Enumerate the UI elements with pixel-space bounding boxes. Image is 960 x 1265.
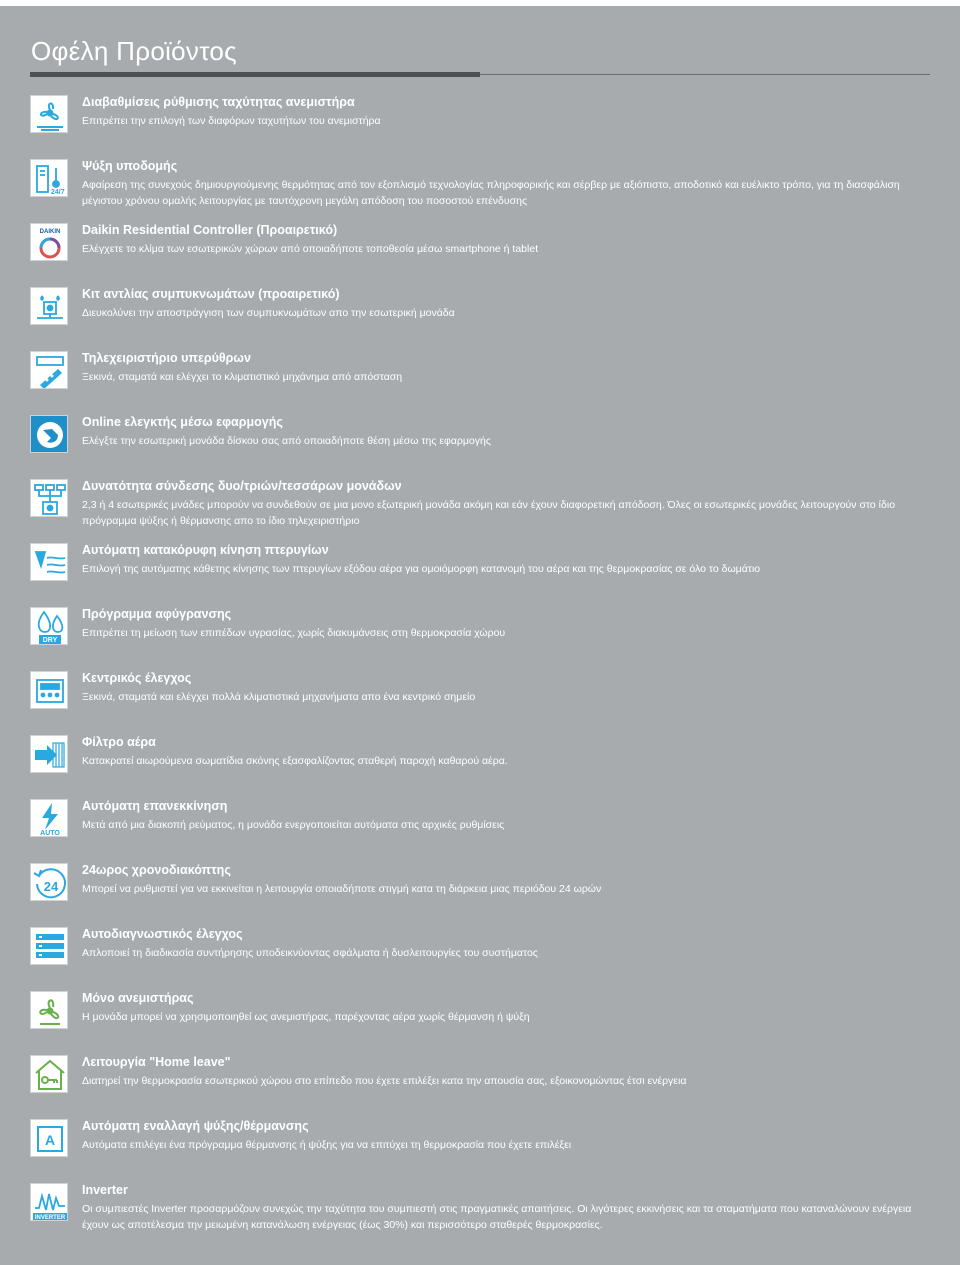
- benefit-title: Daikin Residential Controller (Προαιρετικό): [82, 223, 338, 237]
- dry-label: DRY: [42, 637, 58, 644]
- benefit-description: Διατηρεί την θερμοκρασία εσωτερικού χώρου στο επίπεδο που έχετε επιλέξει κατα την απουσία σας, εξοικονομώντας έτσι ενέργεια: [82, 1075, 687, 1087]
- benefit-title: Λειτουργία "Home leave": [82, 1055, 231, 1069]
- auto-restart-icon: [30, 799, 68, 837]
- auto-changeover-label: A: [44, 1132, 56, 1148]
- benefit-description: Αυτόματα επιλέγει ένα πρόγραμμα θέρμανσης ή ψύξης για να επιτύχει τη θερμοκρασία που έχετε επιλέξει: [82, 1139, 572, 1151]
- home-leave-icon: [30, 1055, 68, 1093]
- benefit-description: Ξεκινά, σταματά και ελέγχει πολλά κλιματιστικά μηχανήματα απο ένα κεντρικό σημείο: [82, 691, 476, 703]
- central-control-icon: [30, 671, 68, 709]
- timer-24h-icon: [30, 863, 68, 901]
- benefit-description: Κατακρατεί αιωρούμενα σωματίδια σκόνης εξασφαλίζοντας σταθερή παροχή καθαρού αέρα.: [82, 755, 508, 767]
- divider-thick-line: [30, 72, 480, 77]
- benefit-description: Απλοποιεί τη διαδικασία συντήρησης υποδεικνύοντας σφάλματα ή δυσλειτουργίες του συστήματος: [82, 947, 538, 959]
- online-controller-icon: [30, 415, 68, 453]
- svg-text:24/7: 24/7: [51, 189, 65, 196]
- benefit-description: Επιλογή της αυτόματης κάθετης κίνησης των πτερυγίων εξόδου αέρα για ομοιόμορφη κατανομή του αέρα και της θερμοκρασίας σε όλο το δωμάτιο: [82, 563, 761, 575]
- page-title: Οφέλη Προϊόντος: [31, 36, 238, 66]
- benefit-title: Κεντρικός έλεγχος: [82, 671, 192, 685]
- benefit-title: Μόνο ανεμιστήρας: [82, 991, 194, 1005]
- benefit-description: Επιτρέπει τη μείωση των επιπέδων υγρασίας, χωρίς διακυμάνσεις στη θερμοκρασία χώρου: [82, 627, 506, 639]
- benefit-title: Ψύξη υποδομής: [82, 159, 178, 173]
- infrastructure-cooling-icon: [30, 159, 68, 197]
- auto-label: AUTO: [40, 830, 60, 837]
- benefit-title: Αυτόματη επανεκκίνηση: [82, 799, 228, 813]
- fan-speed-icon: [30, 95, 68, 133]
- infrared-remote-icon: [30, 351, 68, 389]
- benefit-description: Ελέγξτε την εσωτερική μονάδα δίσκου σας από οποιαδήποτε θέση μέσω της εφαρμογής: [82, 435, 491, 447]
- title-divider: [30, 72, 930, 77]
- benefit-title: Δυνατότητα σύνδεσης δυο/τριών/τεσσάρων μονάδων: [82, 479, 402, 493]
- benefit-title: Αυτοδιαγνωστικός έλεγχος: [82, 927, 243, 941]
- drain-pump-icon: [30, 287, 68, 325]
- inverter-label: INVERTER: [34, 1215, 66, 1221]
- benefit-title: Τηλεχειριστήριο υπερύθρων: [82, 351, 251, 365]
- timer-label: 24: [43, 879, 59, 894]
- benefit-title: Διαβαθμίσεις ρύθμισης ταχύτητας ανεμιστήρα: [82, 95, 355, 109]
- benefit-description: Μπορεί να ρυθμιστεί για να εκκινείται η λειτουργία οποιαδήποτε στιγμή κατα τη διάρκεια μιας περιόδου 24 ωρών: [82, 883, 602, 895]
- daikin-controller-icon: [30, 223, 68, 261]
- benefit-title: Online ελεγκτής μέσω εφαρμογής: [82, 415, 283, 429]
- auto-changeover-icon: [30, 1119, 68, 1157]
- benefit-description: Ελέγχετε το κλίμα των εσωτερικών χώρων από οποιαδήποτε τοποθεσία μέσω smartphone ή tablet: [82, 243, 539, 255]
- benefit-title: Κιτ αντλίας συμπυκνωμάτων (προαιρετικό): [82, 287, 340, 301]
- dry-program-icon: [30, 607, 68, 645]
- benefit-description: Η μονάδα μπορεί να χρησιμοποιηθεί ως ανεμιστήρας, παρέχοντας αέρα χωρίς θέρμανση ή ψύξη: [82, 1011, 530, 1023]
- benefit-description: Μετά από μια διακοπή ρεύματος, η μονάδα ενεργοποιείται αυτόματα στις αρχικές ρυθμίσεις: [82, 819, 505, 831]
- benefit-description: Αφαίρεση της συνεχούς δημιουργιούμενης θερμότητας από τον εξοπλισμό τεχνολογίας πληροφορικής και σέρβερ με αξιόπιστο, αποδοτικό και ευέλικτο τρόπο, για τη διασφάλιση μέγιστου χρόνου ομαλής λειτουργίας με ταυτόχρονη μεγάλη απόδοση του ποσοστού επένδυσης: [82, 179, 900, 207]
- benefit-title: 24ωρος χρονοδιακόπτης: [82, 863, 231, 877]
- benefit-description: 2,3 ή 4 εσωτερικές μνάδες μπορούν να συνδεθούν σε μια μονο εξωτερική μονάδα ακόμη και εάν έχουν διαφορετική απόδοση. Όλες οι εσωτερικές μονάδες λειτουργούν στο ίδιο πρόγραμμα ψύξης ή θέρμανσης απο το ίδιο τηλεχειριστήριο: [82, 499, 896, 527]
- daikin-logo: DAIKIN: [39, 229, 61, 235]
- benefit-title: Πρόγραμμα αφύγρανσης: [82, 607, 232, 621]
- benefit-description: Επιτρέπει την επιλογή των διαφόρων ταχυτήτων του ανεμιστήρα: [82, 115, 381, 127]
- benefits-panel: [0, 6, 960, 1265]
- benefit-title: Αυτόματη κατακόρυφη κίνηση πτερυγίων: [82, 543, 329, 557]
- multi-connection-icon: [30, 479, 68, 517]
- benefit-title: Αυτόματη εναλλαγή ψύξης/θέρμανσης: [82, 1119, 309, 1133]
- fan-only-icon: [30, 991, 68, 1029]
- inverter-icon: [30, 1183, 68, 1221]
- benefit-description: Οι συμπιεστές Inverter προσαρμόζουν συνεχώς την ταχύτητα του συμπιεστή στις πραγματικές απαιτήσεις. Οι λιγότερες εκκινήσεις και τα σταματήματα που καταναλώνουν ενέργεια έχουν ως αποτέλεσμα την μειωμένη κατανάλωση ενέργειας (έως 30%) και περισσότερο σταθερές θερμοκρασίες.: [82, 1203, 912, 1231]
- air-filter-icon: [30, 735, 68, 773]
- self-diagnosis-icon: [30, 927, 68, 965]
- vertical-swing-icon: [30, 543, 68, 581]
- benefit-description: Ξεκινά, σταματά και ελέγχει το κλιματιστικό μηχάνημα από απόσταση: [82, 371, 403, 383]
- benefit-title: Inverter: [82, 1183, 128, 1197]
- benefit-title: Φίλτρο αέρα: [82, 735, 156, 749]
- benefit-description: Διευκολύνει την αποστράγγιση των συμπυκνωμάτων απο την εσωτερική μονάδα: [82, 307, 455, 319]
